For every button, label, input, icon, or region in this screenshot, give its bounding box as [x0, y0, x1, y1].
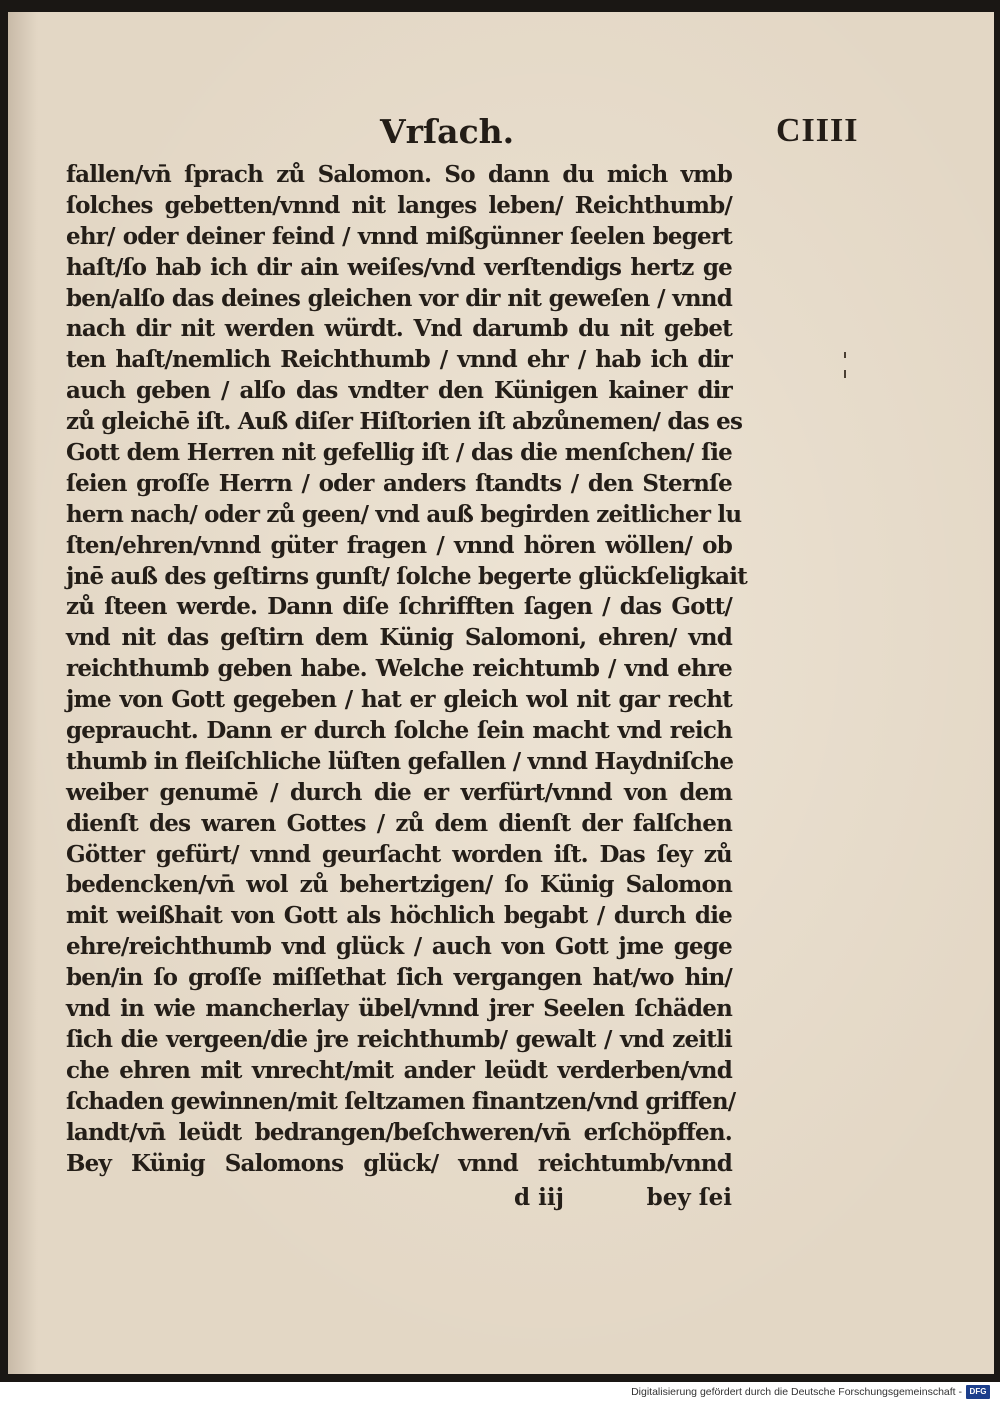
text-line: che ehren mit vnrecht/mit ander leüdt verderben/vnd — [66, 1056, 732, 1084]
dfg-logo: DFG — [966, 1385, 990, 1399]
margin-mark — [844, 352, 846, 358]
text-line: haſt/ſo hab ich dir ain weiſes/vnd verſtendigs hertz ge — [66, 253, 732, 281]
text-line: hern nach/ oder zů geen/ vnd auß begirden zeitlicher lu — [66, 500, 742, 528]
text-line: vnd in wie mancherlay übel/vnnd jrer Seelen ſchäden — [66, 995, 732, 1023]
text-line: ten haſt/nemlich Reichthumb / vnnd ehr / hab ich dir — [66, 346, 732, 374]
text-line: bedencken/vn̄ wol zů behertzigen/ ſo Künig Salomon — [66, 871, 732, 899]
margin-mark — [844, 370, 846, 378]
credit-bar — [0, 1382, 1000, 1404]
text-line: dienſt des waren Gottes / zů dem dienſt der falſchen — [66, 809, 732, 837]
text-line: zů gleichē iſt. Auß diſer Hiſtorien iſt abzůnemen/ das es — [66, 408, 743, 436]
text-line: weiber genumē / durch die er verfürt/vnnd von dem — [66, 778, 732, 806]
text-line: zů ſteen werde. Dann diſe ſchrifften ſagen / das Gott/ — [66, 593, 732, 621]
text-line: ben/alſo das deines gleichen vor dir nit geweſen / vnnd — [66, 284, 732, 312]
text-line: ehr/ oder deiner feind / vnnd mißgünner ſeelen begert — [66, 222, 732, 250]
text-line: ſich die vergeen/die jre reichthumb/ gewalt / vnd zeitli — [66, 1025, 732, 1053]
text-line: auch geben / alſo das vndter den Künigen kainer dir — [66, 377, 732, 405]
catch-line — [500, 1184, 732, 1216]
signature-mark: d iij — [514, 1184, 564, 1211]
text-line: ſeien groſſe Herrn / oder anders ſtandts / den Sternſe — [66, 469, 732, 497]
credit-text: Digitalisierung gefördert durch die Deutsche Forschungsgemeinschaft - — [631, 1386, 962, 1398]
text-line: jnē auß des geſtirns gunſt/ ſolche begerte glückſeligkait — [66, 562, 748, 590]
text-line: Bey Künig Salomons glück/ vnnd reichtumb/vnnd — [66, 1149, 732, 1177]
text-line: jme von Gott gegeben / hat er gleich wol nit gar recht — [66, 686, 732, 714]
catchword: bey ſei — [646, 1184, 732, 1211]
text-line: ehre/reichthumb vnd glück / auch von Gott jme gege — [66, 933, 732, 961]
text-line: ben/in ſo groſſe miſſethat ſich vergangen hat/wo hin/ — [66, 964, 732, 992]
text-line: thumb in fleiſchliche lüſten gefallen / vnnd Haydniſche — [66, 747, 734, 775]
text-line: reichthumb geben habe. Welche reichtumb / vnd ehre — [66, 655, 732, 683]
text-line: landt/vn̄ leüdt bedrangen/beſchweren/vn̄ erſchöpffen. — [66, 1118, 732, 1146]
text-line: ſchaden gewinnen/mit ſeltzamen finantzen/vnd griffen/ — [66, 1087, 736, 1115]
text-line: Gott dem Herren nit gefellig iſt / das die menſchen/ ſie — [66, 439, 732, 467]
text-line: fallen/vn̄ ſprach zů Salomon. So dann du mich vmb — [66, 161, 732, 188]
folio-number: CIIII — [776, 112, 859, 149]
text-line: nach dir nit werden würdt. Vnd darumb du nit gebet — [66, 315, 732, 343]
text-line: mit weißhait von Gott als höchlich begabt / durch die — [66, 902, 732, 930]
text-line: gepraucht. Dann er durch ſolche ſein macht vnd reich — [66, 717, 732, 745]
text-line: ſolches gebetten/vnnd nit langes leben/ Reichthumb/ — [66, 191, 732, 219]
text-line: vnd nit das geſtirn dem Künig Salomoni, ehren/ vnd — [66, 624, 732, 652]
text-line: Götter gefürt/ vnnd geurſacht worden iſt. Das ſey zů — [66, 840, 732, 868]
running-head: Vrſach. — [380, 112, 515, 151]
body-text — [66, 160, 748, 1179]
text-line: ſten/ehren/vnnd güter fragen / vnnd hören wöllen/ ob — [66, 531, 732, 559]
